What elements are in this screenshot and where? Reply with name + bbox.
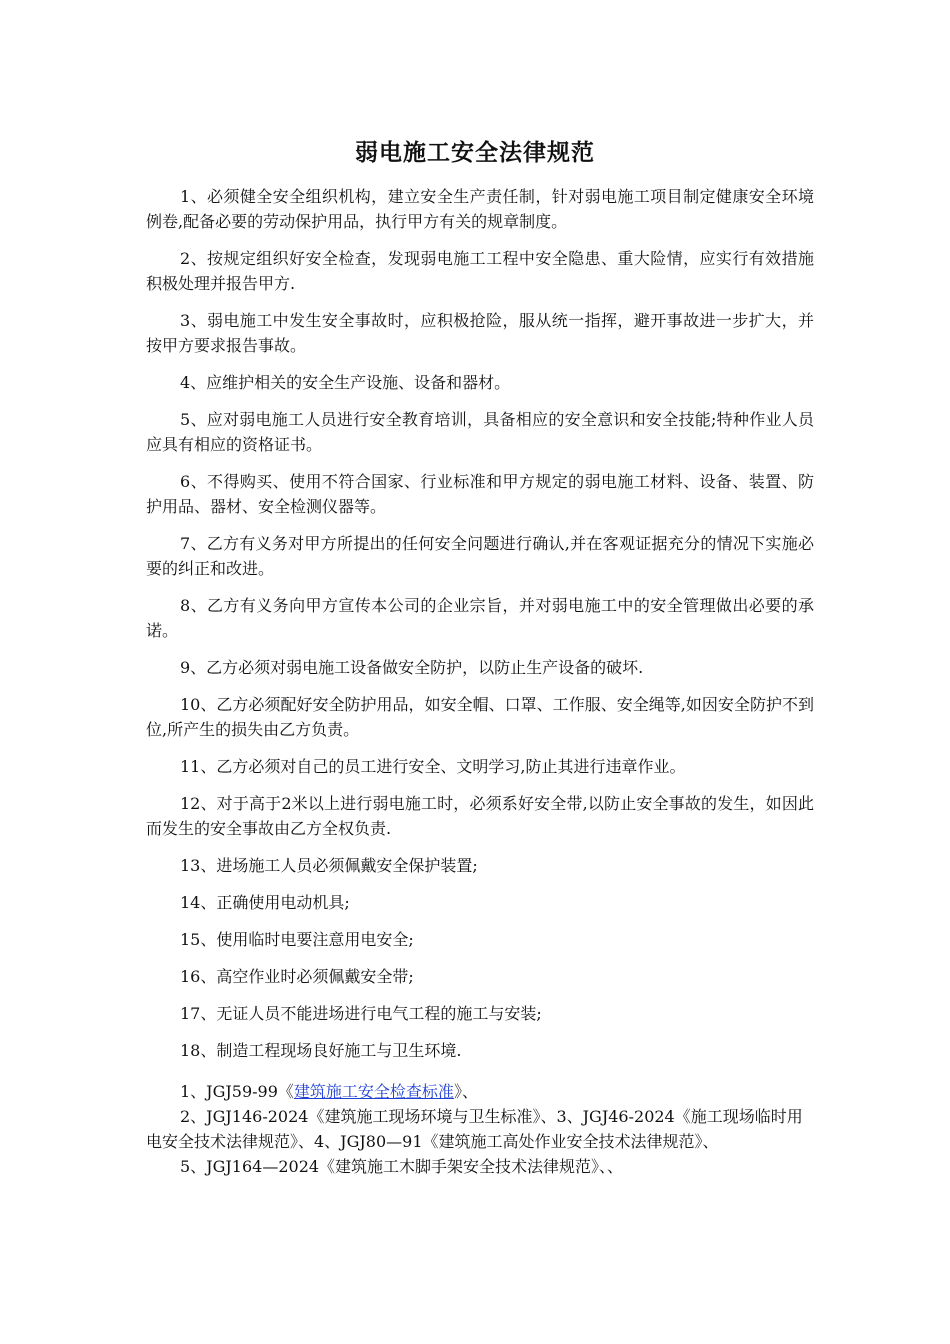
clause-17: 17、无证人员不能进场进行电气工程的施工与安装; xyxy=(180,1004,542,1023)
clause-2: 2、按规定组织好安全检查，发现弱电施工工程中安全隐患、重大险情，应实行有效措施积极处理并报告甲方. xyxy=(146,249,814,293)
clause-16: 16、高空作业时必须佩戴安全带; xyxy=(180,967,414,986)
reference-1-suffix: 》、 xyxy=(453,1082,478,1101)
clause-9: 9、乙方必须对弱电施工设备做安全防护，以防止生产设备的破坏. xyxy=(180,658,644,677)
clause-4: 4、应维护相关的安全生产设施、设备和器材。 xyxy=(180,373,511,392)
clause-15: 15、使用临时电要注意用电安全; xyxy=(180,930,414,949)
document-body xyxy=(146,184,814,1179)
clause-11: 11、乙方必须对自己的员工进行安全、文明学习,防止其进行违章作业。 xyxy=(180,757,686,776)
clause-7: 7、乙方有义务对甲方所提出的任何安全问题进行确认,并在客观证据充分的情况下实施必要的纠正和改进。 xyxy=(146,534,814,578)
reference-1-link[interactable]: 建筑施工安全检查标准 xyxy=(293,1082,454,1101)
clause-3: 3、弱电施工中发生安全事故时，应积极抢险，服从统一指挥，避开事故进一步扩大，并按甲方要求报告事故。 xyxy=(146,311,814,355)
reference-line-2: 2、JGJ146-2024《建筑施工现场环境与卫生标准》、3、JGJ46-2024《施工现场临时用电安全技术法律规范》、4、JGJ80—91《建筑施工高处作业安全技术法律规范》、 xyxy=(146,1107,803,1151)
references-list xyxy=(146,1079,814,1179)
reference-line-3: 5、JGJ164—2024《建筑施工木脚手架安全技术法律规范》、、 xyxy=(180,1157,624,1176)
clause-13: 13、进场施工人员必须佩戴安全保护装置; xyxy=(180,856,478,875)
clause-12: 12、对于高于2米以上进行弱电施工时，必须系好安全带,以防止安全事故的发生，如因此而发生的安全事故由乙方全权负责. xyxy=(146,794,814,838)
reference-1-prefix: 1、JGJ59-99《 xyxy=(180,1082,294,1101)
clause-8: 8、乙方有义务向甲方宣传本公司的企业宗旨，并对弱电施工中的安全管理做出必要的承诺。 xyxy=(146,596,814,640)
document-title: 弱电施工安全法律规范 xyxy=(355,140,595,166)
clause-6: 6、不得购买、使用不符合国家、行业标准和甲方规定的弱电施工材料、设备、装置、防护用品、器材、安全检测仪器等。 xyxy=(146,472,814,516)
clause-14: 14、正确使用电动机具; xyxy=(180,893,350,912)
clause-1: 1、必须健全安全组织机构，建立安全生产责任制，针对弱电施工项目制定健康安全环境例卷,配备必要的劳动保护用品，执行甲方有关的规章制度。 xyxy=(146,187,814,231)
clause-10: 10、乙方必须配好安全防护用品，如安全帽、口罩、工作服、安全绳等,如因安全防护不到位,所产生的损失由乙方负责。 xyxy=(146,695,814,739)
clause-5: 5、应对弱电施工人员进行安全教育培训，具备相应的安全意识和安全技能;特种作业人员应具有相应的资格证书。 xyxy=(146,410,814,454)
reference-line-1 xyxy=(146,1079,814,1104)
clause-18: 18、制造工程现场良好施工与卫生环境. xyxy=(180,1041,462,1060)
